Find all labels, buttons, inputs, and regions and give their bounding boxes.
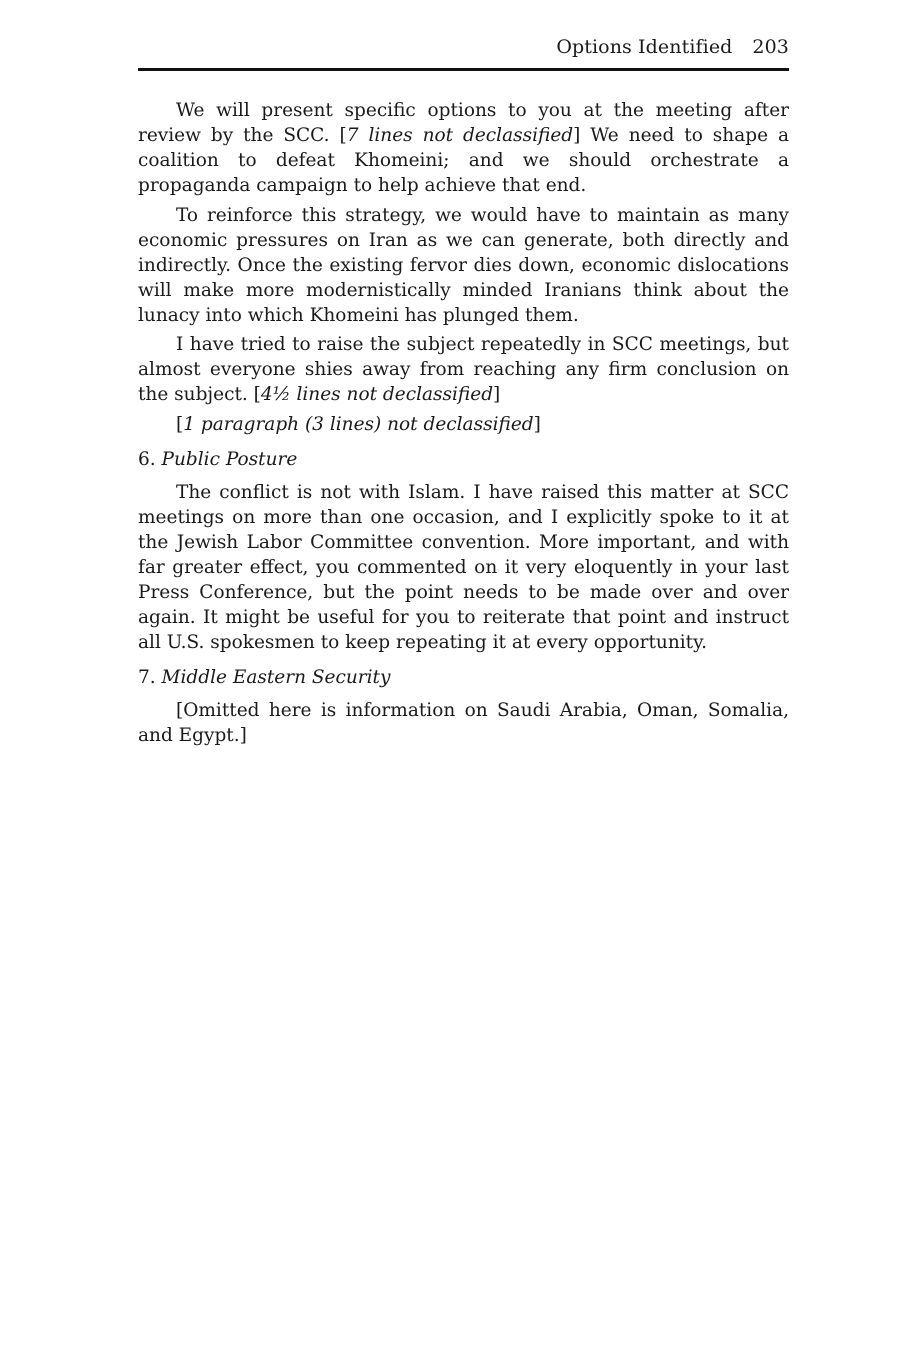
- running-title: Options Identified: [556, 36, 733, 58]
- declassification-note: 1 paragraph (3 lines) not declassified: [183, 413, 534, 435]
- paragraph-public-posture: The conflict is not with Islam. I have raised this matter at SCC meetings on more than one occasion, and I explicitly spoke to it at the Jewish Labor Committee convention. More important, and with far greater effect, you commented on it very eloquently in your last Press Conference, but the point needs to be made over and over again. It might be useful for you to reiterate that point and instruct all U.S. spokesmen to keep repeating it at every opportunity.: [138, 481, 789, 653]
- section-title: Public Posture: [161, 448, 298, 470]
- paragraph-text: We will present specific options to you at the meeting after review by the SCC. [: [138, 100, 789, 146]
- paragraph-withheld: [138, 412, 789, 437]
- header-rule: [138, 68, 789, 71]
- section-heading-public-posture: [138, 447, 789, 472]
- section-number: 7.: [138, 666, 162, 688]
- page-number: 203: [752, 36, 789, 58]
- section-number: 6.: [138, 448, 162, 470]
- declassification-note: 4½ lines not declassified: [260, 384, 494, 405]
- section-title: Middle Eastern Security: [161, 666, 391, 688]
- bracket-open: [: [176, 413, 184, 435]
- paragraph-text: I have tried to raise the subject repeatedly in SCC meetings, but almost everyone shies away from reaching any firm conclusion on the subject. [: [138, 334, 789, 405]
- section-heading-middle-eastern-security: [138, 665, 789, 690]
- paragraph-text: ] We need to shape a coalition to defeat Khomeini; and we should orchestrate a propaganda campaign to help achieve that end.: [138, 125, 789, 196]
- body-text: [138, 98, 789, 752]
- paragraph-text: ]: [493, 384, 501, 405]
- declassification-note: 7 lines not declassified: [346, 125, 574, 146]
- paragraph-omitted-note: [Omitted here is information on Saudi Arabia, Oman, Somalia, and Egypt.]: [138, 699, 789, 746]
- bracket-close: ]: [533, 413, 541, 435]
- paragraph-options: [138, 98, 789, 198]
- paragraph-economic-pressure: To reinforce this strategy, we would have to maintain as many economic pressures on Iran as we can generate, both directly and indirectly. Once the existing fervor dies down, economic dislocations will make more modernistically minded Iranians think about the lunacy into which Khomeini has plunged them.: [138, 204, 789, 326]
- paragraph-scc-meetings: [138, 332, 789, 407]
- running-header: [138, 36, 789, 58]
